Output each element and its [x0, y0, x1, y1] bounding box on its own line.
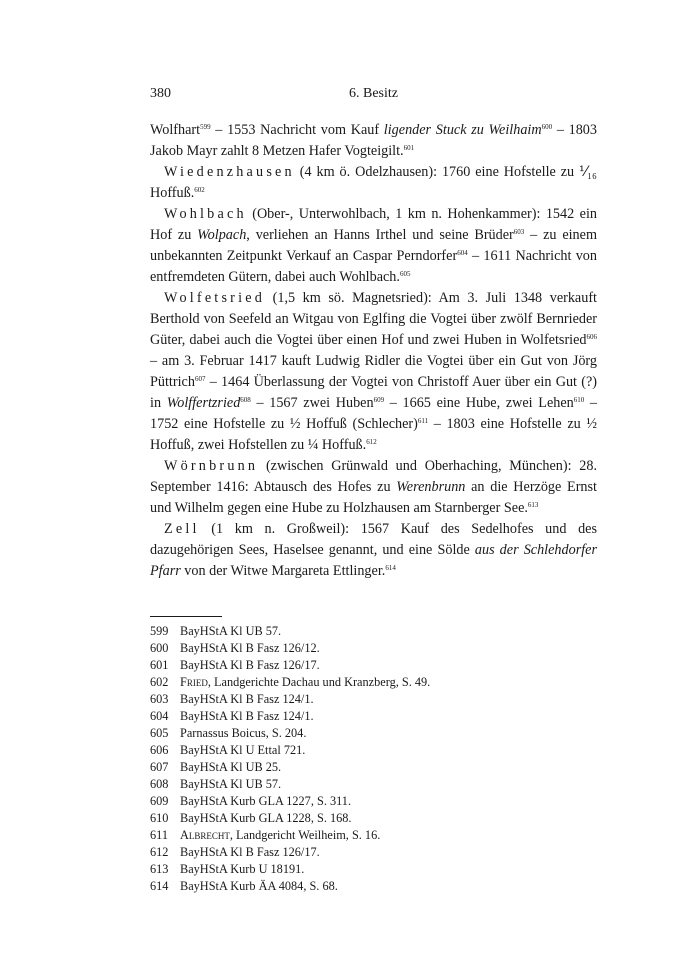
footnote-number: 614 — [150, 879, 169, 893]
text-run: (Ober-, Unterwohlbach, 1 km n. Hohenkammer): 1542 ein Hof zu — [150, 206, 597, 243]
footnote-text: BayHStA Kl B Fasz 124/1. — [180, 709, 314, 723]
footnote-ref[interactable]: 605 — [399, 270, 411, 278]
text-run: – 1665 eine Hube, zwei Lehen — [384, 395, 574, 411]
text-run: (1,5 km sö. Magnetsried): Am 3. Juli 1348 verkauft Berthold von Seefeld an Witgau von Eglfing die Vogtei über zwölf Bernrieder Güter, dabei auch die Vogtei über einen Hof und zwei Huben in Wolfetsried — [150, 290, 597, 348]
footnote-text: BayHStA Kl U Ettal 721. — [180, 743, 306, 757]
footnote-author: Fried — [180, 675, 208, 689]
footnote-ref[interactable]: 612 — [366, 438, 377, 446]
footnote-ref[interactable]: 599 — [200, 123, 211, 131]
place-name: Wörnbrunn — [164, 458, 259, 474]
text-run: – 1803 Jakob Mayr zahlt 8 Metzen Hafer Vogteigilt. — [150, 122, 597, 159]
footnote-number: 599 — [150, 624, 169, 638]
text-run: – 1752 eine Hofstelle zu ½ Hoffuß (Schlecher) — [150, 395, 598, 432]
footnote-text: BayHStA Kl B Fasz 126/12. — [180, 641, 320, 655]
footnote-text: BayHStA Kl UB 57. — [180, 624, 282, 638]
footnote-ref[interactable]: 602 — [194, 186, 205, 194]
text-run: – 1464 Überlassung der Vogtei von Christoff Auer über ein Gut (?) in — [150, 374, 597, 411]
page-header — [150, 86, 597, 108]
place-name: Wohlbach — [164, 206, 247, 222]
footnote — [150, 708, 597, 725]
quoted-source-text: aus der Schlehdorfer Pfarr — [150, 542, 597, 579]
place-name: Wolfetsried — [164, 290, 266, 306]
footnote-number: 606 — [150, 743, 169, 757]
text-run: – 1553 Nachricht vom Kauf — [210, 122, 384, 138]
paragraph-wohlbach — [150, 204, 597, 288]
footnote-number: 608 — [150, 777, 169, 791]
footnote-ref[interactable]: 609 — [373, 396, 385, 404]
footnote-number: 611 — [150, 828, 168, 842]
paragraph-wolfhart — [150, 120, 597, 162]
footnote-number: 605 — [150, 726, 169, 740]
footnote-ref[interactable]: 608 — [240, 396, 251, 404]
footnote-text: BayHStA Kurb ÄA 4084, S. 68. — [180, 879, 338, 893]
footnote-text: BayHStA Kl B Fasz 126/17. — [180, 658, 320, 672]
place-name: Wiedenzhausen — [164, 164, 295, 180]
footnote-text: Parnassus Boicus, S. 204. — [180, 726, 307, 740]
footnote — [150, 640, 597, 657]
footnote — [150, 657, 597, 674]
text-run: – 1611 Nachricht von entfremdeten Gütern, dabei auch Wohlbach. — [150, 248, 597, 285]
text-run: (4 km ö. Odelzhausen): 1760 eine Hofstelle zu ⅟₁₆ Hoffuß. — [150, 164, 597, 201]
text-run: (1 km n. Großweil): 1567 Kauf des Sedelhofes und des dazugehörigen Sees, Haselsee genannt, und eine Sölde — [150, 521, 597, 558]
footnote-number: 607 — [150, 760, 169, 774]
text-run: an die Herzöge Ernst und Wilhelm gegen eine Hube zu Holzhausen am Starnberger See. — [150, 479, 597, 516]
paragraph-woernbrunn — [150, 456, 597, 519]
page — [150, 86, 597, 895]
footnote — [150, 623, 597, 640]
text-run: Wolfhart — [150, 122, 201, 138]
footnote-text: BayHStA Kl B Fasz 124/1. — [180, 692, 314, 706]
text-run: – zu einem unbekannten Zeitpunkt Verkauf an Caspar Perndorfer — [150, 227, 597, 264]
text-run: , verliehen an Hanns Irthel und seine Brüder — [246, 227, 514, 243]
footnote-ref[interactable]: 613 — [527, 501, 539, 509]
footnote-text: BayHStA Kl UB 57. — [180, 777, 282, 791]
footnote-number: 612 — [150, 845, 169, 859]
footnote — [150, 861, 597, 878]
footnote — [150, 759, 597, 776]
footnote-ref[interactable]: 607 — [194, 375, 206, 383]
text-run: (zwischen Grünwald und Oberhaching, München): 28. September 1416: Abtausch des Hofes zu — [150, 458, 597, 495]
text-run: – 1567 zwei Huben — [250, 395, 374, 411]
footnotes — [150, 623, 597, 895]
paragraph-wolfetsried — [150, 288, 597, 456]
footnote-number: 613 — [150, 862, 169, 876]
quoted-source-text: ligender Stuck zu Weilhaim — [383, 122, 542, 138]
footnote — [150, 691, 597, 708]
footnote — [150, 844, 597, 861]
page-number: 380 — [150, 86, 171, 101]
footnote-separator — [150, 616, 222, 617]
footnote-ref[interactable]: 606 — [586, 333, 597, 341]
footnote-ref[interactable]: 611 — [417, 417, 429, 425]
footnote — [150, 674, 597, 691]
paragraph-zell — [150, 519, 597, 582]
footnote — [150, 776, 597, 793]
footnote — [150, 878, 597, 895]
text-run: – 1803 eine Hofstelle zu ½ Hoffuß, zwei Hofstellen zu ¼ Hoffuß. — [150, 416, 597, 453]
footnote-number: 600 — [150, 641, 169, 655]
place-name: Zell — [164, 521, 200, 537]
footnote-ref[interactable]: 603 — [513, 228, 525, 236]
body-text — [150, 120, 597, 582]
footnote — [150, 742, 597, 759]
footnote-ref[interactable]: 600 — [541, 123, 553, 131]
footnote-ref[interactable]: 614 — [385, 564, 396, 572]
paragraph-wiedenzhausen — [150, 162, 597, 204]
footnote-author: Albrecht — [180, 828, 230, 842]
footnote — [150, 827, 597, 844]
quoted-source-text: Wolffertzried — [166, 395, 241, 411]
text-run: von der Witwe Margareta Ettlinger. — [180, 563, 386, 579]
footnote — [150, 810, 597, 827]
footnote-ref[interactable]: 601 — [403, 144, 415, 152]
text-run: – am 3. Februar 1417 kauft Ludwig Ridler die Vogtei über ein Gut von Jörg Püttrich — [150, 353, 597, 390]
footnote — [150, 725, 597, 742]
footnote — [150, 793, 597, 810]
footnote-text: BayHStA Kurb U 18191. — [180, 862, 305, 876]
footnote-text: BayHStA Kl UB 25. — [180, 760, 282, 774]
footnote-number: 604 — [150, 709, 169, 723]
footnote-number: 602 — [150, 675, 169, 689]
quoted-source-text: Werenbrunn — [396, 479, 466, 495]
footnote-text: , Landgerichte Dachau und Kranzberg, S. 49. — [207, 675, 431, 689]
running-head: 6. Besitz — [349, 86, 398, 101]
footnote-text: BayHStA Kurb GLA 1227, S. 311. — [180, 794, 352, 808]
footnote-text: BayHStA Kl B Fasz 126/17. — [180, 845, 320, 859]
quoted-source-text: Wolpach — [197, 227, 247, 243]
footnote-text: , Landgericht Weilheim, S. 16. — [229, 828, 381, 842]
footnote-number: 603 — [150, 692, 169, 706]
footnote-number: 610 — [150, 811, 169, 825]
footnote-text: BayHStA Kurb GLA 1228, S. 168. — [180, 811, 352, 825]
footnote-ref[interactable]: 604 — [457, 249, 468, 257]
footnote-ref[interactable]: 610 — [573, 396, 585, 404]
footnote-number: 609 — [150, 794, 169, 808]
footnote-number: 601 — [150, 658, 169, 672]
